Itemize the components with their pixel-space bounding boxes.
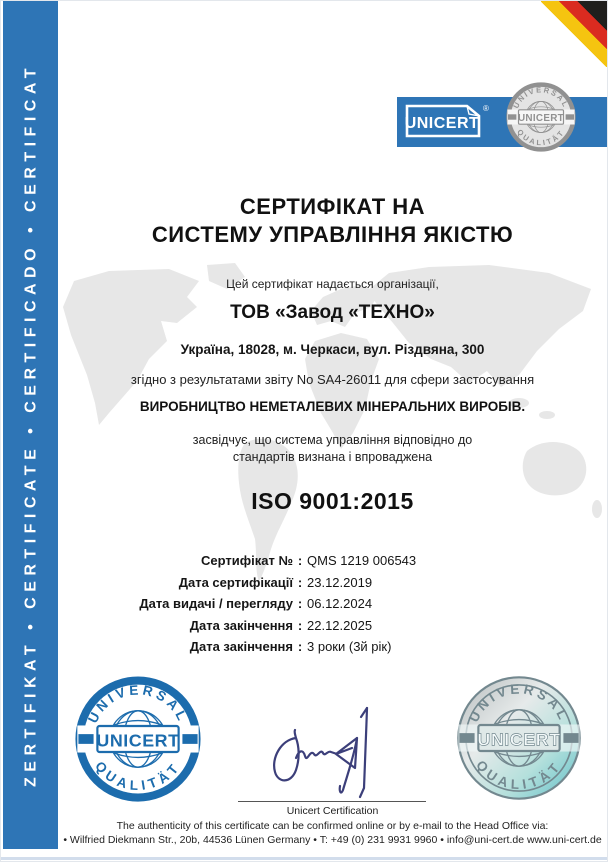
detail-row-term: [41, 636, 571, 658]
seal-top-arc-label: UNIVERSAL: [511, 85, 571, 110]
intro-line: Цей сертифікат надається організації,: [226, 277, 439, 291]
detail-row-number: [41, 550, 571, 572]
registered-mark: ®: [483, 104, 489, 113]
detail-row-cert-date: [41, 572, 571, 594]
detail-separator: :: [297, 553, 303, 568]
detail-value: 23.12.2019: [307, 574, 373, 590]
seal-stub-right: [182, 734, 197, 744]
footer-contact-line: • Wilfried Diekmann Str., 20b, 44536 Lünen Germany • T: +49 (0) 231 9931 9960 • info@uni-cert.de www.uni-cert.de: [63, 834, 602, 846]
attestation-text: [58, 432, 607, 465]
seal-center-text: UNICERT: [517, 113, 565, 125]
unicert-seal-silver: [454, 673, 584, 803]
detail-separator: :: [297, 596, 303, 611]
detail-value: 22.12.2025: [307, 617, 373, 633]
detail-label: Дата закінчення: [189, 639, 293, 654]
detail-value: 3 роки (3й рік): [307, 639, 392, 654]
detail-separator: :: [297, 639, 303, 654]
seal-stub-right: [566, 114, 574, 119]
german-flag-corner: [541, 1, 607, 67]
standard-name: ISO 9001:2015: [251, 488, 414, 514]
seal-bottom-arc-label: QUALITÄT: [515, 127, 567, 148]
signer-name: Unicert Certification: [286, 805, 379, 817]
unicert-seal-gray: [505, 81, 577, 153]
detail-row-expiry-date: [41, 615, 571, 637]
sidebar-language-band: [3, 1, 58, 849]
signature-line: [238, 801, 426, 802]
page-title: [58, 193, 607, 249]
seal-top-arc-label: UNIVERSAL: [466, 681, 572, 725]
detail-row-issue-date: [41, 593, 571, 615]
seal-bottom-arc-label: QUALITÄT: [473, 757, 565, 793]
title-line2: СИСТЕМУ УПРАВЛІННЯ ЯКІСТЮ: [151, 222, 514, 247]
report-line: згідно з результатами звіту No SA4-26011 для сфери застосування: [130, 372, 535, 387]
detail-separator: :: [297, 617, 303, 633]
organization-name: ТОВ «Завод «ТЕХНО»: [230, 302, 435, 323]
seal-center-text: UNICERT: [96, 730, 180, 751]
seal-stub-left: [508, 114, 516, 119]
certificate-details: [41, 550, 571, 658]
unicert-tag-logo: [404, 102, 494, 140]
detail-value: QMS 1219 006543: [307, 553, 417, 568]
signature-scribble: [263, 696, 393, 806]
detail-label: Дата закінчення: [189, 617, 293, 633]
seal-stub-left: [459, 733, 474, 743]
footer-authenticity-line: The authenticity of this certificate can be confirmed online or by e-mail to the Head Office via:: [116, 820, 549, 832]
attestation-line1: засвідчує, що система управління відповідно до: [192, 433, 473, 447]
seal-center-text: UNICERT: [477, 729, 561, 750]
unicert-seal-blue: [73, 674, 203, 804]
scope-line: ВИРОБНИЦТВО НЕМЕТАЛЕВИХ МІНЕРАЛЬНИХ ВИРОБІВ.: [139, 399, 526, 414]
seal-stub-left: [78, 734, 93, 744]
detail-separator: :: [297, 574, 303, 590]
seal-bottom-arc-label: QUALITÄT: [92, 758, 184, 794]
detail-label: Дата сертифікації: [178, 574, 293, 590]
detail-label: Дата видачі / перегляду: [139, 596, 293, 611]
title-line1: СЕРТИФІКАТ НА: [239, 194, 426, 219]
tag-logo-text: UNICERT: [404, 115, 480, 132]
detail-value: 06.12.2024: [307, 596, 373, 611]
attestation-line2: стандартів визнана і впроваджена: [232, 449, 433, 464]
sidebar-certificate-words: ZERTIFIKAT • CERTIFICATE • CERTIFICADO • CERTIFICAT: [22, 63, 39, 787]
page-bottom-edge: [1, 857, 607, 860]
detail-label: Сертифікат №: [201, 553, 293, 568]
seal-top-arc-label: UNIVERSAL: [85, 682, 191, 726]
organization-address: Україна, 18028, м. Черкаси, вул. Різдвяна, 300: [180, 342, 485, 357]
seal-stub-right: [563, 733, 578, 743]
